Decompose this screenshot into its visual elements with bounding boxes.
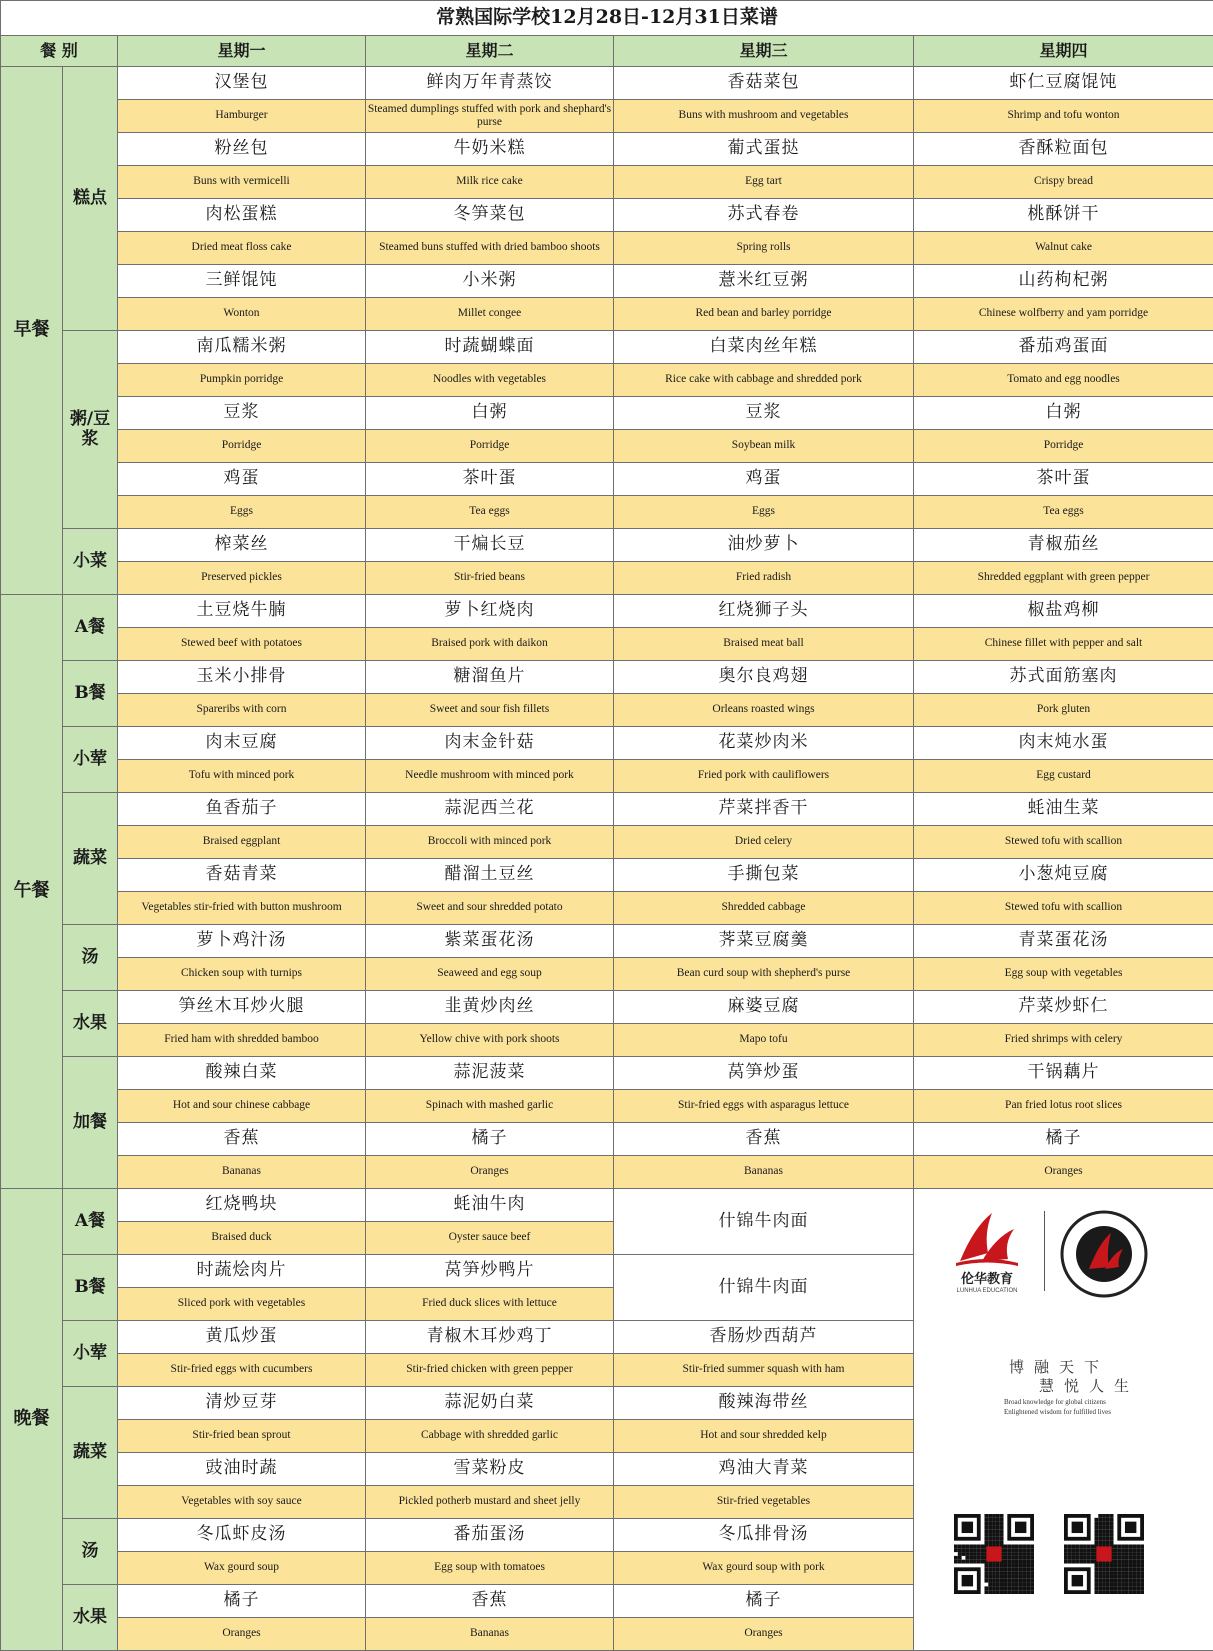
dish-name-en: Oranges <box>914 1156 1213 1189</box>
dish-name-en: Fried pork with cauliflowers <box>614 760 914 793</box>
dish-name-en: Tea eggs <box>914 496 1213 529</box>
dish-name-cn: 薏米红豆粥 <box>614 265 914 298</box>
dish-name-cn: 橘子 <box>118 1585 366 1618</box>
dish-name-cn: 橘子 <box>366 1123 614 1156</box>
dish-name-cn: 三鲜馄饨 <box>118 265 366 298</box>
dish-name-cn: 苏式春卷 <box>614 199 914 232</box>
dish-name-en: Steamed dumplings stuffed with pork and shephard's purse <box>366 100 614 133</box>
dish-name-cn: 茶叶蛋 <box>914 463 1213 496</box>
dish-name-en: Buns with vermicelli <box>118 166 366 199</box>
dish-name-en: Preserved pickles <box>118 562 366 595</box>
school-branding-panel <box>914 1189 1213 1651</box>
dish-name-en: Buns with mushroom and vegetables <box>614 100 914 133</box>
dish-name-en: Stir-fried bean sprout <box>118 1420 366 1453</box>
dish-name-en: Wonton <box>118 298 366 331</box>
dish-name-en: Bananas <box>366 1618 614 1651</box>
breakfast-meal-label: 早餐 <box>1 67 63 595</box>
dish-name-en: Eggs <box>614 496 914 529</box>
dish-name-en: Mapo tofu <box>614 1024 914 1057</box>
dish-name-cn: 冬瓜排骨汤 <box>614 1519 914 1552</box>
dish-name-en: Braised pork with daikon <box>366 628 614 661</box>
dish-name-cn: 干煸长豆 <box>366 529 614 562</box>
motto-en-line-1: Broad knowledge for global citizens <box>1004 1397 1106 1406</box>
dish-name-en: Chinese fillet with pepper and salt <box>914 628 1213 661</box>
menu-title: 常熟国际学校12月28日-12月31日菜谱 <box>1 1 1213 36</box>
category-label: 汤 <box>63 925 118 991</box>
dish-name-en: Stewed tofu with scallion <box>914 892 1213 925</box>
dish-name-en: Needle mushroom with minced pork <box>366 760 614 793</box>
dish-name-cn: 鱼香茄子 <box>118 793 366 826</box>
dish-name-cn: 豆浆 <box>614 397 914 430</box>
dish-name-cn: 白粥 <box>914 397 1213 430</box>
dish-name-en: Braised meat ball <box>614 628 914 661</box>
dish-name-cn: 番茄蛋汤 <box>366 1519 614 1552</box>
dish-name-en: Crispy bread <box>914 166 1213 199</box>
dish-name-en: Oyster sauce beef <box>366 1222 614 1255</box>
dish-name-cn: 香蕉 <box>366 1585 614 1618</box>
dish-name-cn: 豉油时蔬 <box>118 1453 366 1486</box>
dish-name-en: Cabbage with shredded garlic <box>366 1420 614 1453</box>
dish-name-cn: 鸡蛋 <box>614 463 914 496</box>
dish-name-cn: 肉末炖水蛋 <box>914 727 1213 760</box>
dish-name-en: Porridge <box>118 430 366 463</box>
dish-name-cn: 玉米小排骨 <box>118 661 366 694</box>
dish-name-en: Hot and sour chinese cabbage <box>118 1090 366 1123</box>
dish-name-en: Steamed buns stuffed with dried bamboo shoots <box>366 232 614 265</box>
merged-dish-cn: 什锦牛肉面 <box>614 1189 914 1255</box>
dish-name-en: Stir-fried beans <box>366 562 614 595</box>
dish-name-en: Stewed beef with potatoes <box>118 628 366 661</box>
logo-divider <box>1044 1211 1045 1291</box>
dish-name-en: Sweet and sour shredded potato <box>366 892 614 925</box>
dish-name-en: Porridge <box>914 430 1213 463</box>
dish-name-cn: 橘子 <box>914 1123 1213 1156</box>
dish-name-en: Oranges <box>366 1156 614 1189</box>
dish-name-en: Spinach with mashed garlic <box>366 1090 614 1123</box>
dish-name-cn: 番茄鸡蛋面 <box>914 331 1213 364</box>
branding-logos <box>914 1189 1213 1650</box>
dish-name-en: Dried celery <box>614 826 914 859</box>
logo-subtitle: LUNHUA EDUCATION <box>956 1288 1018 1295</box>
dish-name-cn: 蒜泥西兰花 <box>366 793 614 826</box>
category-label: 小荤 <box>63 1321 118 1387</box>
dish-name-en: Rice cake with cabbage and shredded pork <box>614 364 914 397</box>
dish-name-cn: 榨菜丝 <box>118 529 366 562</box>
dish-name-en: Tomato and egg noodles <box>914 364 1213 397</box>
dish-name-cn: 香酥粒面包 <box>914 133 1213 166</box>
dish-name-en: Stir-fried eggs with cucumbers <box>118 1354 366 1387</box>
dish-name-en: Pan fried lotus root slices <box>914 1090 1213 1123</box>
dish-name-en: Shredded eggplant with green pepper <box>914 562 1213 595</box>
motto-en-line-2: Enlightened wisdom for fulfilled lives <box>1004 1407 1111 1416</box>
dish-name-cn: 雪菜粉皮 <box>366 1453 614 1486</box>
dish-name-cn: 笋丝木耳炒火腿 <box>118 991 366 1024</box>
category-label: B餐 <box>63 661 118 727</box>
dish-name-cn: 蒜泥奶白菜 <box>366 1387 614 1420</box>
dish-name-cn: 时蔬烩肉片 <box>118 1255 366 1288</box>
day-header-thursday: 星期四 <box>914 36 1213 67</box>
day-header-tuesday: 星期二 <box>366 36 614 67</box>
dish-name-cn: 桃酥饼干 <box>914 199 1213 232</box>
dish-name-cn: 南瓜糯米粥 <box>118 331 366 364</box>
dish-name-cn: 花菜炒肉米 <box>614 727 914 760</box>
dish-name-en: Spring rolls <box>614 232 914 265</box>
dish-name-en: Stir-fried summer squash with ham <box>614 1354 914 1387</box>
dish-name-en: Chicken soup with turnips <box>118 958 366 991</box>
dish-name-cn: 虾仁豆腐馄饨 <box>914 67 1213 100</box>
category-label: 粥/豆浆 <box>63 331 118 529</box>
dish-name-cn: 油炒萝卜 <box>614 529 914 562</box>
meal-column-header: 餐 别 <box>1 36 118 67</box>
dish-name-cn: 红烧狮子头 <box>614 595 914 628</box>
dish-name-en: Pork gluten <box>914 694 1213 727</box>
dish-name-cn: 干锅藕片 <box>914 1057 1213 1090</box>
dish-name-en: Fried shrimps with celery <box>914 1024 1213 1057</box>
dish-name-en: Yellow chive with pork shoots <box>366 1024 614 1057</box>
category-label: 水果 <box>63 1585 118 1651</box>
category-label: 糕点 <box>63 67 118 331</box>
category-label: 加餐 <box>63 1057 118 1189</box>
dish-name-cn: 清炒豆芽 <box>118 1387 366 1420</box>
dish-name-cn: 香菇菜包 <box>614 67 914 100</box>
category-label: 汤 <box>63 1519 118 1585</box>
lunch-meal-label: 午餐 <box>1 595 63 1189</box>
qr-code-icon <box>1064 1514 1144 1594</box>
dish-name-cn: 青椒木耳炒鸡丁 <box>366 1321 614 1354</box>
dish-name-cn: 时蔬蝴蝶面 <box>366 331 614 364</box>
dish-name-en: Wax gourd soup <box>118 1552 366 1585</box>
dish-name-cn: 萝卜鸡汁汤 <box>118 925 366 958</box>
dish-name-en: Fried radish <box>614 562 914 595</box>
dish-name-en: Egg soup with tomatoes <box>366 1552 614 1585</box>
dish-name-en: Soybean milk <box>614 430 914 463</box>
dish-name-cn: 蒜泥菠菜 <box>366 1057 614 1090</box>
dish-name-cn: 苏式面筋塞肉 <box>914 661 1213 694</box>
dish-name-cn: 香蕉 <box>118 1123 366 1156</box>
dish-name-en: Wax gourd soup with pork <box>614 1552 914 1585</box>
dish-name-en: Noodles with vegetables <box>366 364 614 397</box>
category-label: 蔬菜 <box>63 793 118 925</box>
dish-name-en: Bananas <box>118 1156 366 1189</box>
dish-name-en: Vegetables stir-fried with button mushroom <box>118 892 366 925</box>
category-label: B餐 <box>63 1255 118 1321</box>
dish-name-en: Eggs <box>118 496 366 529</box>
dish-name-en: Tea eggs <box>366 496 614 529</box>
dish-name-cn: 黄瓜炒蛋 <box>118 1321 366 1354</box>
category-label: 小荤 <box>63 727 118 793</box>
dish-name-en: Red bean and barley porridge <box>614 298 914 331</box>
dish-name-en: Egg tart <box>614 166 914 199</box>
dish-name-cn: 山药枸杞粥 <box>914 265 1213 298</box>
dish-name-cn: 葡式蛋挞 <box>614 133 914 166</box>
dish-name-en: Oranges <box>614 1618 914 1651</box>
dish-name-en: Bananas <box>614 1156 914 1189</box>
motto-line-2: 慧悦人生 <box>1038 1377 1139 1396</box>
dish-name-en: Bean curd soup with shepherd's purse <box>614 958 914 991</box>
dish-name-en: Egg custard <box>914 760 1213 793</box>
dish-name-cn: 蚝油生菜 <box>914 793 1213 826</box>
category-label: A餐 <box>63 1189 118 1255</box>
dish-name-cn: 酸辣海带丝 <box>614 1387 914 1420</box>
dish-name-en: Pickled potherb mustard and sheet jelly <box>366 1486 614 1519</box>
dish-name-cn: 肉松蛋糕 <box>118 199 366 232</box>
dish-name-en: Fried ham with shredded bamboo <box>118 1024 366 1057</box>
dish-name-en: Fried duck slices with lettuce <box>366 1288 614 1321</box>
dish-name-cn: 醋溜土豆丝 <box>366 859 614 892</box>
dish-name-cn: 冬瓜虾皮汤 <box>118 1519 366 1552</box>
dish-name-en: Walnut cake <box>914 232 1213 265</box>
dish-name-cn: 莴笋炒鸭片 <box>366 1255 614 1288</box>
category-label: A餐 <box>63 595 118 661</box>
dish-name-cn: 韭黄炒肉丝 <box>366 991 614 1024</box>
dish-name-cn: 糖溜鱼片 <box>366 661 614 694</box>
dish-name-en: Stir-fried chicken with green pepper <box>366 1354 614 1387</box>
dish-name-cn: 香蕉 <box>614 1123 914 1156</box>
dish-name-cn: 青菜蛋花汤 <box>914 925 1213 958</box>
dish-name-en: Sweet and sour fish fillets <box>366 694 614 727</box>
school-seal-icon <box>1059 1209 1149 1299</box>
dish-name-en: Broccoli with minced pork <box>366 826 614 859</box>
merged-dish-cn: 什锦牛肉面 <box>614 1255 914 1321</box>
dish-name-cn: 青椒茄丝 <box>914 529 1213 562</box>
dish-name-en: Shredded cabbage <box>614 892 914 925</box>
motto-line-1: 博融天下 <box>1008 1358 1109 1376</box>
dish-name-en: Chinese wolfberry and yam porridge <box>914 298 1213 331</box>
dish-name-cn: 牛奶米糕 <box>366 133 614 166</box>
dish-name-en: Stir-fried eggs with asparagus lettuce <box>614 1090 914 1123</box>
dish-name-en: Orleans roasted wings <box>614 694 914 727</box>
dish-name-cn: 奥尔良鸡翅 <box>614 661 914 694</box>
dish-name-cn: 芹菜炒虾仁 <box>914 991 1213 1024</box>
dish-name-en: Tofu with minced pork <box>118 760 366 793</box>
dish-name-cn: 鸡油大青菜 <box>614 1453 914 1486</box>
dish-name-cn: 椒盐鸡柳 <box>914 595 1213 628</box>
dish-name-en: Egg soup with vegetables <box>914 958 1213 991</box>
dish-name-cn: 冬笋菜包 <box>366 199 614 232</box>
dish-name-cn: 肉末豆腐 <box>118 727 366 760</box>
dish-name-cn: 肉末金针菇 <box>366 727 614 760</box>
dish-name-en: Oranges <box>118 1618 366 1651</box>
dish-name-cn: 手撕包菜 <box>614 859 914 892</box>
logo-name: 伦华教育 <box>960 1272 1013 1288</box>
dish-name-en: Porridge <box>366 430 614 463</box>
dish-name-en: Stewed tofu with scallion <box>914 826 1213 859</box>
dish-name-en: Hot and sour shredded kelp <box>614 1420 914 1453</box>
dish-name-cn: 白粥 <box>366 397 614 430</box>
dish-name-en: Stir-fried vegetables <box>614 1486 914 1519</box>
dish-name-cn: 紫菜蛋花汤 <box>366 925 614 958</box>
dish-name-cn: 粉丝包 <box>118 133 366 166</box>
dish-name-cn: 土豆烧牛腩 <box>118 595 366 628</box>
dish-name-en: Milk rice cake <box>366 166 614 199</box>
dish-name-cn: 鸡蛋 <box>118 463 366 496</box>
dish-name-en: Dried meat floss cake <box>118 232 366 265</box>
dish-name-en: Vegetables with soy sauce <box>118 1486 366 1519</box>
dish-name-cn: 萝卜红烧肉 <box>366 595 614 628</box>
dish-name-en: Sliced pork with vegetables <box>118 1288 366 1321</box>
dish-name-cn: 小葱炖豆腐 <box>914 859 1213 892</box>
dish-name-en: Braised duck <box>118 1222 366 1255</box>
dish-name-cn: 麻婆豆腐 <box>614 991 914 1024</box>
dish-name-cn: 蚝油牛肉 <box>366 1189 614 1222</box>
dish-name-en: Shrimp and tofu wonton <box>914 100 1213 133</box>
dish-name-cn: 莴笋炒蛋 <box>614 1057 914 1090</box>
dish-name-cn: 香肠炒西葫芦 <box>614 1321 914 1354</box>
qr-code-icon <box>954 1514 1034 1594</box>
dish-name-en: Braised eggplant <box>118 826 366 859</box>
dish-name-cn: 汉堡包 <box>118 67 366 100</box>
dish-name-cn: 鲜肉万年青蒸饺 <box>366 67 614 100</box>
dish-name-en: Pumpkin porridge <box>118 364 366 397</box>
dish-name-en: Millet congee <box>366 298 614 331</box>
category-label: 水果 <box>63 991 118 1057</box>
dish-name-cn: 荠菜豆腐羹 <box>614 925 914 958</box>
school-motto <box>944 1359 1174 1416</box>
dish-name-cn: 红烧鸭块 <box>118 1189 366 1222</box>
lunhua-logo <box>942 1209 1032 1295</box>
dinner-meal-label: 晚餐 <box>1 1189 63 1651</box>
dish-name-en: Hamburger <box>118 100 366 133</box>
day-header-wednesday: 星期三 <box>614 36 914 67</box>
dish-name-en: Spareribs with corn <box>118 694 366 727</box>
dish-name-cn: 豆浆 <box>118 397 366 430</box>
category-label: 蔬菜 <box>63 1387 118 1519</box>
day-header-monday: 星期一 <box>118 36 366 67</box>
dish-name-cn: 小米粥 <box>366 265 614 298</box>
dish-name-cn: 芹菜拌香干 <box>614 793 914 826</box>
dish-name-cn: 橘子 <box>614 1585 914 1618</box>
dish-name-cn: 香菇青菜 <box>118 859 366 892</box>
lunhua-sail-icon <box>952 1209 1022 1269</box>
category-label: 小菜 <box>63 529 118 595</box>
dish-name-cn: 白菜肉丝年糕 <box>614 331 914 364</box>
dish-name-cn: 茶叶蛋 <box>366 463 614 496</box>
dish-name-en: Seaweed and egg soup <box>366 958 614 991</box>
dish-name-cn: 酸辣白菜 <box>118 1057 366 1090</box>
